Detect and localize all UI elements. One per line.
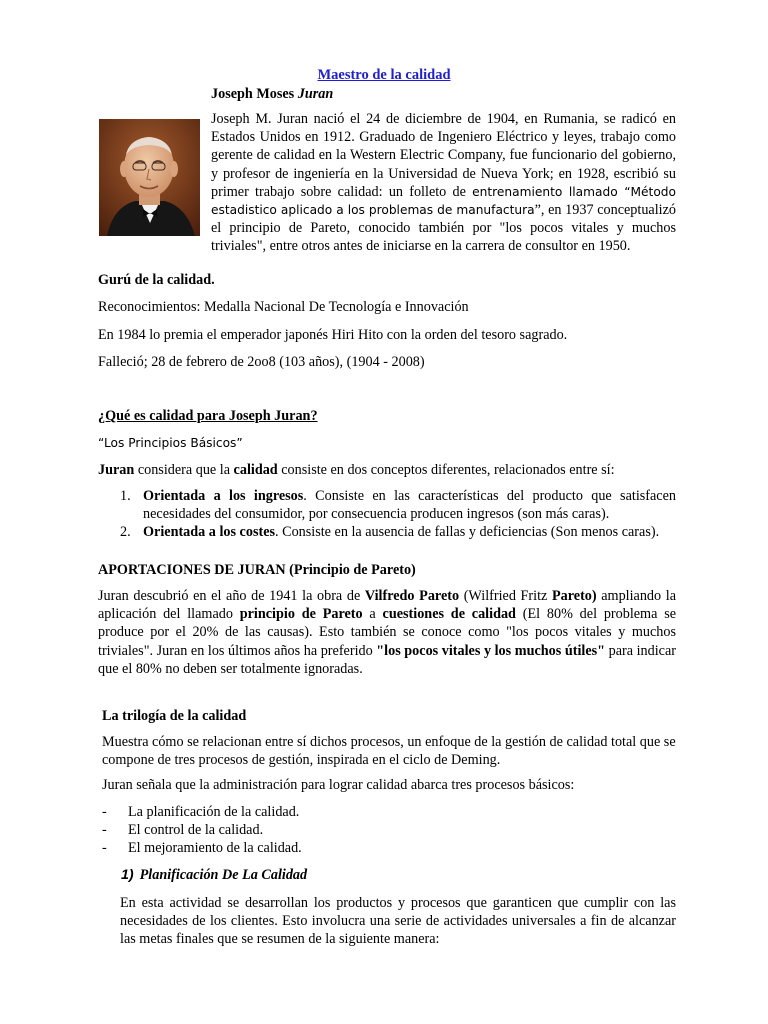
contributions-heading: APORTACIONES DE JURAN (Principio de Pareto) <box>98 562 416 578</box>
trilogy-paragraph-1: Muestra cómo se relacionan entre sí dichos procesos, un enfoque de la gestión de calidad total que se compone de tres procesos de gestión, inspirada en el ciclo de Deming. <box>102 734 676 769</box>
pareto-bold-term: cuestiones de calidad <box>382 606 516 623</box>
section-1-heading <box>121 866 307 884</box>
pareto-text: para indicar que el 80% no deben ser totalmente ignoradas. <box>98 642 676 677</box>
pareto-bold-name: Pareto) <box>551 588 597 604</box>
pareto-paragraph <box>98 587 676 678</box>
section-1-number: 1) <box>121 867 134 883</box>
pareto-text: a <box>362 606 383 623</box>
pareto-text: (El 80% del problema se produce por el 20% de las causas). Esto también se conoce como "los pocos vitales y muchos triviales". Juran en los últimos años ha preferido <box>98 606 677 659</box>
quality-concepts-list <box>98 487 676 542</box>
list-item-text: . Consiste en la ausencia de fallas y deficiencias (Son menos caras). <box>275 524 660 541</box>
section-1-title: Planificación De La Calidad <box>139 867 308 883</box>
trilogy-heading: La trilogía de la calidad <box>102 708 247 724</box>
pareto-bold-name: Vilfredo Pareto <box>364 588 460 604</box>
death-text: Falleció; 28 de febrero de 2oo8 (103 años), (1904 - 2008) <box>98 354 425 370</box>
question-heading: ¿Qué es calidad para Joseph Juran? <box>98 408 318 424</box>
dash-bullet: - <box>102 804 107 820</box>
subtitle <box>211 85 333 103</box>
list-item-bold: Orientada a los costes <box>143 524 276 541</box>
dash-bullet: - <box>102 822 107 839</box>
process-text: El mejoramiento de la calidad. <box>128 840 302 857</box>
bio-text-3: ”, en 1937 conceptualizó el principio de Pareto, conocido también por "los pocos vitales y muchos triviales", entre otros antes de iniciarse en la carrera de consultor en 1950. <box>211 202 676 255</box>
photo-spacer <box>98 110 211 242</box>
principles-quote: “Los Principios Básicos” <box>98 436 243 450</box>
bio-text-2: entrenamiento llamado “Método estadistico aplicado a los problemas de manufactura <box>211 184 676 218</box>
trilogy-paragraph-2: Juran señala que la administración para lograr calidad abarca tres procesos básicos: <box>102 777 575 793</box>
guru-heading: Gurú de la calidad. <box>98 272 215 288</box>
list-item <box>101 803 679 821</box>
pareto-text: ampliando la aplicación del llamado <box>98 588 676 623</box>
considers-text-2: consiste en dos conceptos diferentes, relacionados entre sí: <box>277 462 615 478</box>
list-item-text: . Consiste en las características del producto que satisfacen necesidades del consumidor, por consecuencia producen ingresos (son más caras). <box>143 488 676 523</box>
pareto-text: (Wilfried Fritz <box>459 588 552 604</box>
subtitle-name: Joseph Moses <box>211 86 298 102</box>
document-title[interactable]: Maestro de la calidad <box>317 67 451 83</box>
bio-text-1: Joseph M. Juran nació el 24 de diciembre de 1904, en Rumania, se radicó en Estados Unidos en 1912. Graduado de Ingeniero Eléctrico y leyes, trabajo como gerente de calidad en la Western Electric Company, fue funcionario del gobierno, y profesor de ingeniería en la Universidad de Nueva York; en 1928, escribió su primer trabajo sobre calidad: un folleto de <box>211 111 676 200</box>
dash-bullet: - <box>102 840 107 857</box>
award-text: En 1984 lo premia el emperador japonés Hiri Hito con la orden del tesoro sagrado. <box>98 327 568 343</box>
list-item <box>98 487 676 523</box>
list-item-bold: Orientada a los ingresos <box>143 488 304 504</box>
process-text: El control de la calidad. <box>128 822 264 839</box>
list-number: 2. <box>120 524 131 541</box>
pareto-bold-term: principio de Pareto <box>239 606 363 623</box>
juran-word: Juran <box>98 462 135 478</box>
processes-list <box>101 803 679 858</box>
subtitle-surname: Juran <box>297 86 334 102</box>
biography-paragraph <box>98 110 676 256</box>
pareto-bold-quote: "los pocos vitales y los muchos útiles" <box>376 642 606 659</box>
list-item <box>101 821 679 839</box>
considers-text-1: considera que la <box>134 462 234 478</box>
list-item <box>98 523 676 541</box>
calidad-word: calidad <box>233 462 278 478</box>
list-number: 1. <box>120 488 131 504</box>
recognitions-text: Reconocimientos: Medalla Nacional De Tecnología e Innovación <box>98 299 469 315</box>
section-1-paragraph: En esta actividad se desarrollan los productos y procesos que garanticen que cumplir con las necesidades de los clientes. Esto involucra una serie de actividades universales a fin de alcanzar las metas finales que se resumen de la siguiente manera: <box>120 895 676 948</box>
list-item <box>101 839 679 857</box>
pareto-text: Juran descubrió en el año de 1941 la obra de <box>98 588 365 604</box>
process-text: La planificación de la calidad. <box>128 804 300 820</box>
juran-considers-text <box>98 461 676 479</box>
